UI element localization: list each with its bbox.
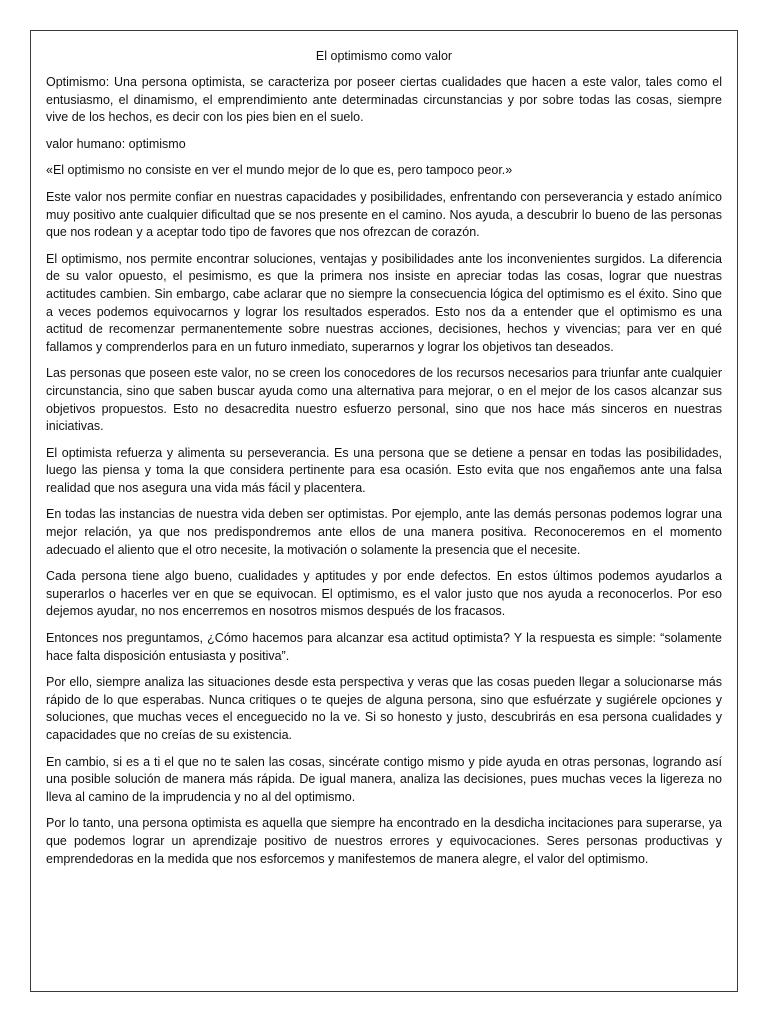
paragraph: En cambio, si es a ti el que no te salen las cosas, sincérate contigo mismo y pide ayuda en otras personas, logrando así una posible solución de manera más rápida. De igual manera, analiza las decisiones, pues muchas veces la ligereza no lleva al camino de la imprudencia y no al del optimismo. <box>46 754 722 804</box>
document-title: El optimismo como valor <box>315 49 453 63</box>
paragraph-intro: Optimismo: Una persona optimista, se caracteriza por poseer ciertas cualidades que hacen a este valor, tales como el entusiasmo, el dinamismo, el emprendimiento ante determinadas circunstancias y por sobre todas las cosas, siempre vive de los hechos, es decir con los pies bien en el suelo. <box>46 75 722 125</box>
paragraph: Las personas que poseen este valor, no se creen los conocedores de los recursos necesarios para triunfar ante cualquier circunstancia, sino que saben buscar ayuda como una alternativa para mejorar, o en el mejor de los casos alcanzar sus objetivos propuestos. Esto no desacredita nuestro esfuerzo personal, sino que nos hace más sinceros en nuestras iniciativas. <box>46 366 722 434</box>
document-page <box>30 30 738 992</box>
paragraph: Por ello, siempre analiza las situaciones desde esta perspectiva y veras que las cosas pueden llegar a solucionarse más rápido de lo que esperabas. Nunca critiques o te quejes de alguna persona, sino que esfuérzate y sugiérele opciones y soluciones, que muchas veces el enceguecido no la ve. Si so honesto y justo, descubrirás en esa persona cualidades y capacidades que no creías de su existencia. <box>46 675 722 742</box>
paragraph: Entonces nos preguntamos, ¿Cómo hacemos para alcanzar esa actitud optimista? Y la respuesta es simple: “solamente hace falta disposición entusiasta y positiva”. <box>46 631 722 663</box>
paragraph: Cada persona tiene algo bueno, cualidades y aptitudes y por ende defectos. En estos últimos podemos ayudarlos a superarlos o hacerles ver en que se equivocan. El optimismo, es el valor justo que nos ayuda a reconocerlos. Por eso dejemos ayudar, no nos encerremos en nosotros mismos después de los fracasos. <box>46 569 722 619</box>
paragraph-subtitle: valor humano: optimismo <box>46 136 186 151</box>
paragraph: En todas las instancias de nuestra vida deben ser optimistas. Por ejemplo, ante las demás personas podemos lograr una mejor relación, ya que nos predispondremos ante ellos de una manera positiva. Reconoceremos en el momento adecuado el aliento que el otro necesite, la motivación o solamente la presencia que el necesite. <box>46 507 722 557</box>
paragraph-quote: «El optimismo no consiste en ver el mundo mejor de lo que es, pero tampoco peor.» <box>46 163 513 178</box>
paragraph: Este valor nos permite confiar en nuestras capacidades y posibilidades, enfrentando con perseverancia y estado anímico muy positivo ante cualquier dificultad que se nos presente en el camino. Nos ayuda, a descubrir lo bueno de las personas que nos rodean y a aceptar todo tipo de favores que nos ofrezcan de corazón. <box>46 189 722 240</box>
paragraph: Por lo tanto, una persona optimista es aquella que siempre ha encontrado en la desdicha incitaciones para superarse, ya que podemos lograr un aprendizaje positivo de nuestros errores y equivocaciones. Seres personas productivas y emprendedoras en la medida que nos esforcemos y manifestemos de manera alegre, el valor del optimismo. <box>46 816 722 866</box>
paragraph: El optimista refuerza y alimenta su perseverancia. Es una persona que se detiene a pensar en todas las posibilidades, luego las piensa y toma la que considera pertinente para esa ocasión. Esto evita que nos engañemos ante una falsa realidad que nos asegura una vida más fácil y placentera. <box>46 445 722 495</box>
document-body <box>46 47 722 877</box>
paragraph: El optimismo, nos permite encontrar soluciones, ventajas y posibilidades ante los inconvenientes surgidos. La diferencia de su valor opuesto, el pesimismo, es que la primera nos insiste en apreciar todas las cosas, lograr que nuestras actitudes cambien. Sin embargo, cabe aclarar que no siempre la consecuencia lógica del optimismo es el éxito. Sino que a veces podemos equivocarnos y lograr los resultados esperados. Esto nos da a entender que el optimismo es una actitud de recomenzar permanentemente sobre nuestras acciones, decisiones, hechos y vivencias; para ver en qué fallamos y comprenderlos para en un futuro inmediato, superarnos y lograr los objetivos tan deseados. <box>46 251 722 354</box>
